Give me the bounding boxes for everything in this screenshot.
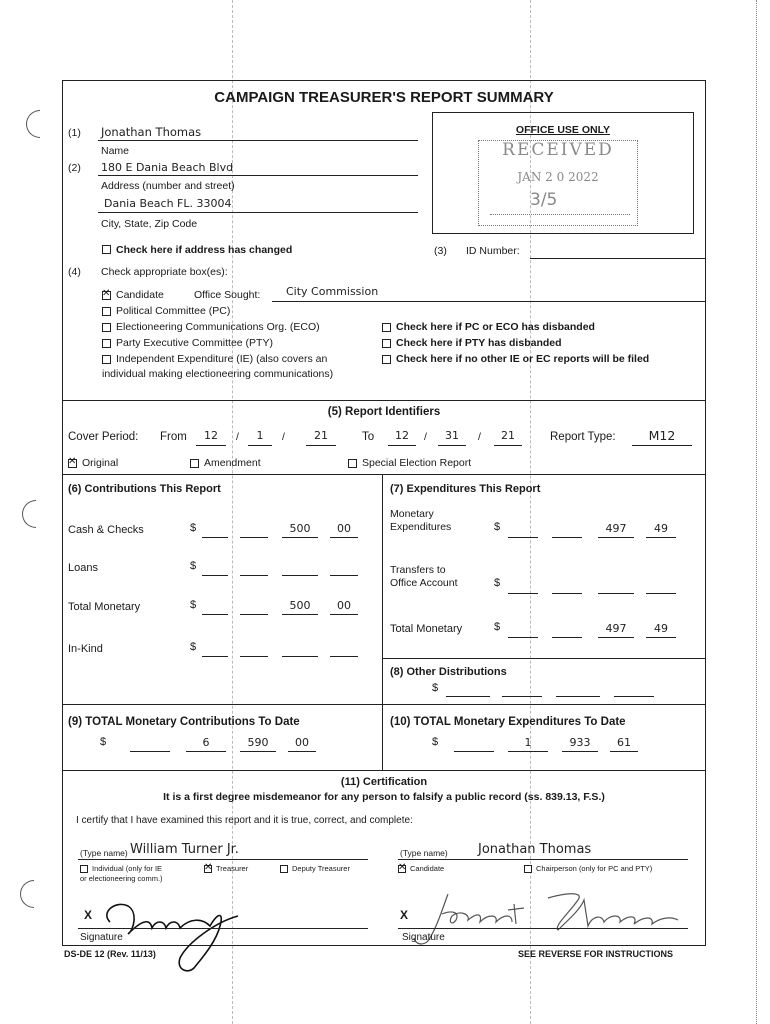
dollar-sign: $ (100, 736, 107, 748)
amount-blank (646, 593, 676, 594)
amount-blank (646, 637, 676, 638)
amount-blank (598, 537, 634, 538)
page-edge-line (756, 0, 757, 1024)
total-contributions-title: (9) TOTAL Monetary Contributions To Date (68, 716, 300, 728)
city-value: Dania Beach FL. 33004 (104, 197, 232, 210)
signature-x-right: X (400, 908, 409, 922)
ie-label: Independent Expenditure (IE) (also covers an (116, 353, 328, 365)
report-identifiers-title: (5) Report Identifiers (327, 406, 441, 418)
slash: / (282, 431, 285, 443)
form-id: DS-DE 12 (Rev. 11/13) (64, 949, 156, 959)
amount-blank (502, 696, 542, 697)
pty-checkbox[interactable] (102, 339, 111, 348)
amount-blank (552, 637, 582, 638)
original-label: Original (82, 457, 119, 469)
office-account-label: Office Account (390, 577, 458, 589)
id-number-field[interactable] (530, 258, 706, 259)
dollar-sign: $ (190, 599, 197, 611)
hole-punch-mark (22, 500, 36, 528)
pty-label: Party Executive Committee (PTY) (116, 337, 273, 349)
candidate-signer-name: Jonathan Thomas (478, 842, 592, 857)
total-exp-whole: 497 (605, 622, 627, 635)
column-divider (382, 474, 383, 704)
amount-blank (282, 575, 318, 576)
see-reverse: SEE REVERSE FOR INSTRUCTIONS (518, 949, 674, 959)
section-divider (62, 770, 706, 771)
treasurer-name: William Turner Jr. (130, 842, 239, 857)
slash: / (424, 431, 427, 443)
to-month-line (388, 445, 416, 446)
type-name-line-right (398, 859, 688, 860)
amount-blank (288, 751, 316, 752)
name-underline (98, 140, 418, 141)
total-contrib-whole: 500 (289, 599, 311, 612)
amount-blank (454, 751, 494, 752)
deputy-treasurer-label: Deputy Treasurer (292, 864, 350, 873)
treasurer-checkbox[interactable] (204, 865, 212, 873)
original-checkbox[interactable] (68, 459, 77, 468)
special-election-label: Special Election Report (362, 457, 472, 469)
from-year: 21 (314, 429, 328, 442)
amount-blank (508, 751, 548, 752)
to-day-line (438, 445, 466, 446)
contributions-title: (6) Contributions This Report (68, 483, 221, 495)
signature-x-left: X (84, 908, 93, 922)
to-year: 21 (501, 429, 515, 442)
office-sought-underline (272, 301, 706, 302)
street-underline (98, 175, 418, 176)
in-kind-label: In-Kind (68, 643, 103, 655)
amount-blank (202, 614, 228, 615)
individual-checkbox[interactable] (80, 865, 88, 873)
amount-blank (240, 751, 276, 752)
treasurer-label: Treasurer (216, 864, 249, 873)
stamp-underline (490, 214, 630, 215)
amount-blank (552, 537, 582, 538)
office-use-title: OFFICE USE ONLY (515, 124, 611, 136)
amendment-checkbox[interactable] (190, 459, 199, 468)
special-election-checkbox[interactable] (348, 459, 357, 468)
amount-blank (186, 751, 226, 752)
stamp-initials-text: 3/5 (530, 190, 558, 210)
certify-statement: I certify that I have examined this report and it is true, correct, and complete: (76, 815, 413, 826)
individual-label: Individual (only for IE (92, 864, 163, 873)
office-sought-label: Office Sought: (194, 289, 261, 301)
from-day-line (248, 445, 272, 446)
amount-blank (202, 656, 228, 657)
cash-amount-whole: 500 (289, 522, 311, 535)
cash-checks-label: Cash & Checks (68, 524, 144, 536)
report-type-line (632, 445, 692, 446)
type-name-label-left: (Type name) (80, 848, 128, 858)
total-contrib-todate-2: 590 (247, 736, 269, 749)
monetary-label: Monetary (390, 508, 434, 520)
amount-blank (240, 614, 268, 615)
address-changed-label: Check here if address has changed (116, 244, 293, 256)
no-other-reports-checkbox[interactable] (382, 355, 391, 364)
hole-punch-mark (20, 880, 34, 908)
stamp-received-text: RECEIVED (502, 140, 614, 160)
amount-blank (202, 537, 228, 538)
amount-blank (282, 656, 318, 657)
amount-blank (130, 751, 170, 752)
id-number-label: ID Number: (466, 245, 520, 257)
section-divider (62, 474, 706, 475)
amount-blank (240, 575, 268, 576)
amount-blank (598, 593, 634, 594)
candidate-label: Candidate (116, 289, 164, 301)
city-label: City, State, Zip Code (101, 218, 198, 230)
ie-checkbox[interactable] (102, 355, 111, 364)
from-year-line (306, 445, 336, 446)
total-contrib-todate-3: 00 (295, 736, 309, 749)
pty-disbanded-label: Check here if PTY has disbanded (396, 337, 562, 349)
monetary-exp-cents: 49 (654, 522, 668, 535)
total-exp-todate-3: 61 (617, 736, 631, 749)
dollar-sign: $ (190, 522, 197, 534)
stamp-date-text: JAN 2 0 2022 (517, 170, 599, 184)
no-other-reports-label: Check here if no other IE or EC reports will be filed (396, 353, 650, 365)
amount-blank (330, 537, 358, 538)
eco-checkbox[interactable] (102, 323, 111, 332)
signature-label-right: Signature (402, 932, 445, 943)
amount-blank (202, 575, 228, 576)
amendment-label: Amendment (204, 457, 261, 469)
signature-line-right (398, 928, 688, 929)
dollar-sign: $ (494, 621, 501, 633)
hole-punch-mark (26, 110, 40, 138)
street-value: 180 E Dania Beach Blvd (101, 161, 234, 174)
total-contrib-cents: 00 (337, 599, 351, 612)
cash-amount-cents: 00 (337, 522, 351, 535)
expenditures-label: Expenditures (390, 521, 452, 533)
chairperson-label: Chairperson (only for PC and PTY) (536, 864, 653, 873)
ie-label-2: individual making electioneering communications) (102, 368, 334, 380)
street-label: Address (number and street) (101, 180, 235, 192)
form-title: CAMPAIGN TREASURER'S REPORT SUMMARY (214, 89, 554, 106)
dollar-sign: $ (494, 577, 501, 589)
to-day: 31 (445, 429, 459, 442)
amount-blank (614, 696, 654, 697)
amount-blank (446, 696, 490, 697)
dollar-sign: $ (432, 736, 439, 748)
dollar-sign: $ (432, 682, 439, 694)
city-underline (98, 212, 418, 213)
amount-blank (330, 614, 358, 615)
loans-label: Loans (68, 562, 98, 574)
report-type-value: M12 (648, 428, 676, 443)
candidate-sign-checkbox[interactable] (398, 865, 406, 873)
section-divider (62, 400, 706, 401)
amount-blank (240, 537, 268, 538)
amount-blank (282, 614, 318, 615)
from-label: From (160, 431, 187, 443)
candidate-sign-label: Candidate (410, 864, 445, 873)
candidate-signature (408, 880, 708, 960)
item-number-2: (2) (68, 162, 81, 174)
eco-label: Electioneering Communications Org. (ECO) (116, 321, 320, 333)
amount-blank (562, 751, 598, 752)
amount-blank (552, 593, 582, 594)
amount-blank (282, 537, 318, 538)
report-type-label: Report Type: (550, 431, 616, 443)
total-exp-todate-2: 933 (569, 736, 591, 749)
pty-disbanded-checkbox[interactable] (382, 339, 391, 348)
to-year-line (494, 445, 522, 446)
from-day: 1 (256, 429, 264, 442)
signature-label-left: Signature (80, 932, 123, 943)
amount-blank (508, 593, 538, 594)
chairperson-checkbox[interactable] (524, 865, 532, 873)
item-number-4: (4) (68, 266, 81, 278)
individual-label-2: or electioneering comm.) (80, 874, 163, 883)
from-month-line (196, 445, 226, 446)
item-number-3: (3) (434, 245, 447, 257)
monetary-exp-whole: 497 (605, 522, 627, 535)
slash: / (236, 431, 239, 443)
pc-disbanded-label: Check here if PC or ECO has disbanded (396, 321, 595, 333)
amount-blank (508, 637, 538, 638)
political-committee-label: Political Committee (PC) (116, 305, 231, 317)
dollar-sign: $ (190, 560, 197, 572)
column-divider (382, 704, 383, 770)
section-divider (382, 658, 706, 659)
amount-blank (598, 637, 634, 638)
total-contrib-todate-1: 6 (202, 736, 210, 749)
item-number-1: (1) (68, 127, 81, 139)
total-exp-todate-1: 1 (524, 736, 532, 749)
political-committee-checkbox[interactable] (102, 307, 111, 316)
amount-blank (508, 537, 538, 538)
name-label: Name (101, 145, 130, 157)
from-month: 12 (204, 429, 218, 442)
signature-line-left (78, 928, 368, 929)
candidate-name-value: Jonathan Thomas (101, 125, 202, 139)
amount-blank (610, 751, 638, 752)
type-name-line-left (78, 859, 368, 860)
amount-blank (330, 656, 358, 657)
candidate-checkbox[interactable] (102, 291, 111, 300)
transfers-label: Transfers to (390, 564, 446, 576)
amount-blank (556, 696, 600, 697)
total-monetary-exp-label: Total Monetary (390, 623, 463, 635)
to-label: To (362, 431, 375, 443)
deputy-treasurer-checkbox[interactable] (280, 865, 288, 873)
type-name-label-right: (Type name) (400, 848, 448, 858)
office-sought-value: City Commission (286, 285, 379, 298)
dollar-sign: $ (190, 641, 197, 653)
pc-disbanded-checkbox[interactable] (382, 323, 391, 332)
check-appropriate-label: Check appropriate box(es): (101, 266, 228, 278)
amount-blank (646, 537, 676, 538)
total-monetary-label: Total Monetary (68, 601, 141, 613)
expenditures-title: (7) Expenditures This Report (390, 483, 541, 495)
total-exp-cents: 49 (654, 622, 668, 635)
amount-blank (240, 656, 268, 657)
amount-blank (330, 575, 358, 576)
certification-title: (11) Certification (340, 776, 428, 788)
to-month: 12 (395, 429, 409, 442)
slash: / (478, 431, 481, 443)
dollar-sign: $ (494, 521, 501, 533)
address-changed-checkbox[interactable] (102, 245, 111, 254)
total-expenditures-title: (10) TOTAL Monetary Expenditures To Date (390, 716, 626, 728)
other-distributions-title: (8) Other Distributions (390, 666, 507, 678)
misdemeanor-warning: It is a first degree misdemeanor for any person to falsify a public record (ss. 839.13, F.S.) (163, 791, 605, 803)
cover-period-label: Cover Period: (68, 431, 139, 443)
section-divider (62, 704, 706, 705)
